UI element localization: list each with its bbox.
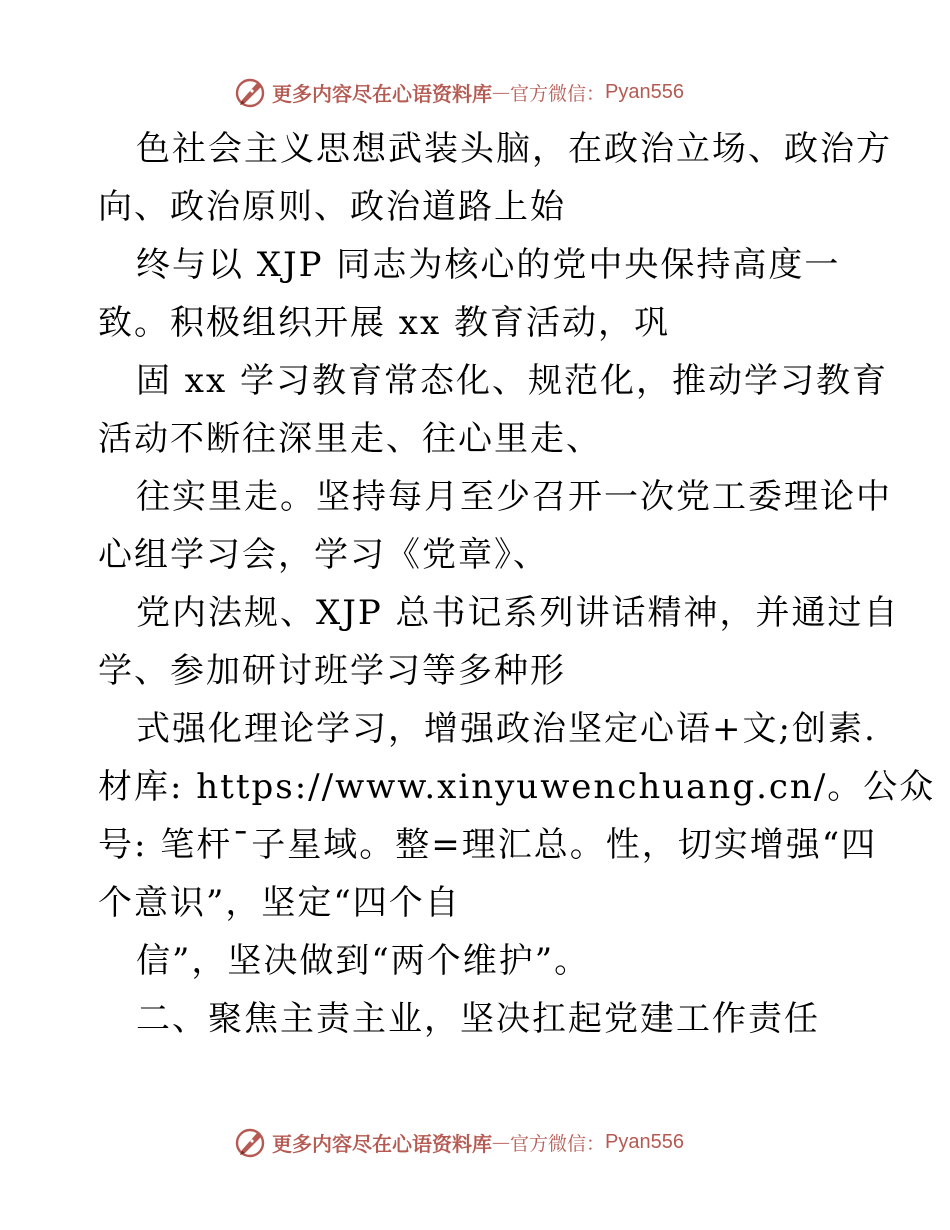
watermark-site-name: 更多内容尽在心语资料库 — [272, 81, 492, 106]
section-heading: 二、聚焦主责主业，坚决扛起党建工作责任 — [136, 999, 820, 1039]
text-line: 向、政治原则、政治道路上始 — [98, 187, 566, 227]
watermark — [232, 72, 684, 112]
watermark-dash: — — [492, 1131, 510, 1153]
text-line: 致。积极组织开展 xx 教育活动，巩 — [98, 303, 670, 343]
text-line: 终与以 XJP 同志为核心的党中央保持高度一 — [136, 245, 841, 285]
watermark-site-name: 更多内容尽在心语资料库 — [272, 1131, 492, 1156]
watermark-dash: — — [492, 81, 510, 103]
fountain-pen-nib-icon — [232, 74, 268, 110]
watermark — [232, 1122, 684, 1162]
text-line: 色社会主义思想武装头脑，在政治立场、政治方 — [136, 129, 892, 169]
fountain-pen-nib-icon — [232, 1124, 268, 1160]
text-line: 信”，坚决做到“两个维护”。 — [136, 941, 591, 981]
text-line: 材库: https://www.xinyuwenchuang.cn/。公众 — [98, 767, 936, 807]
text-line: 往实里走。坚持每月至少召开一次党工委理论中 — [136, 477, 892, 517]
text-line: 学、参加研讨班学习等多种形 — [98, 651, 566, 691]
text-line: 号: 笔杆¯子星域。整=理汇总。性，切实增强“四 — [98, 825, 878, 865]
page-header-watermark — [0, 72, 950, 112]
text-line: 党内法规、XJP 总书记系列讲话精神，并通过自 — [136, 593, 900, 633]
document-body — [98, 120, 936, 1048]
watermark-wechat-id: Pyan556 — [605, 80, 684, 103]
text-line: 活动不断往深里走、往心里走、 — [98, 419, 602, 459]
page-footer-watermark — [0, 1122, 950, 1162]
watermark-official-label: 官方微信： — [510, 1132, 606, 1155]
watermark-wechat-id: Pyan556 — [605, 1130, 684, 1153]
text-line: 个意识”，坚定“四个自 — [98, 883, 461, 923]
text-line: 心组学习会，学习《党章》、 — [98, 535, 549, 575]
watermark-official-label: 官方微信： — [510, 82, 606, 105]
text-line: 式强化理论学习，增强政治坚定心语+文;创素. — [136, 709, 877, 749]
text-line: 固 xx 学习教育常态化、规范化，推动学习教育 — [136, 361, 888, 401]
